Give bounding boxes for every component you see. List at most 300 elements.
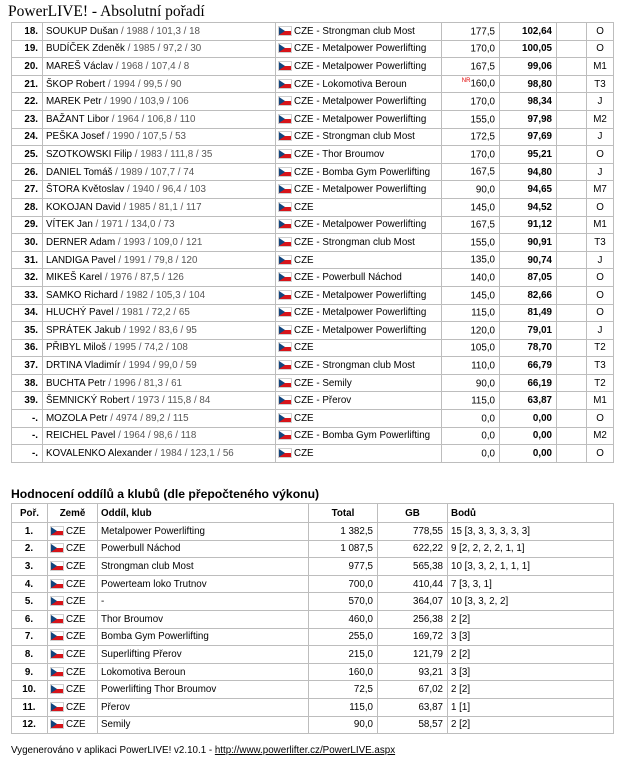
country-code: CZE [294,96,314,108]
total-value: 167,5 [470,219,495,231]
header-rank: Poř. [12,504,48,523]
lifter-name: ŠTORA Květoslav [46,184,125,196]
club-name: Lokomotiva Beroun [322,78,407,90]
club-gb-cell: 58,57 [378,716,448,734]
lifter-info: 1988 / 101,3 / 18 [126,25,200,37]
lifter-name: MIKEŠ Karel [46,272,103,284]
lifter-info: 1994 / 99,5 / 90 [113,78,182,90]
lifter-cell: SZOTKOWSKI Filip / 1983 / 111,8 / 35 [43,146,276,164]
club-gb-cell: 364,07 [378,593,448,611]
club-name: Strongman club Most [322,131,415,143]
club-rank-cell: 6. [12,610,48,628]
table-row [12,339,614,357]
gb-cell: 81,49 [500,304,557,322]
team-cell [276,445,442,463]
total-value: 170,0 [470,43,495,55]
category-cell: O [587,304,614,322]
rank-cell: 34. [12,304,43,322]
club-name: Strongman club Most [322,25,415,37]
lifter-cell: KOVALENKO Alexander / 1984 / 123,1 / 56 [43,445,276,463]
category-cell: M1 [587,216,614,234]
club-separator: - [313,184,323,196]
czech-flag-icon [279,308,291,316]
club-name: Thor Broumov [322,148,385,160]
country-code: CZE [66,648,86,660]
club-total-cell: 700,0 [309,575,378,593]
club-gb-cell: 67,02 [378,681,448,699]
lifter-cell: DRTINA Vladimír / 1994 / 99,0 / 59 [43,357,276,375]
czech-flag-icon [279,132,291,140]
table-row [12,75,614,93]
lifter-name: REICHEL Pavel [46,430,116,442]
club-name: Powerbull Náchod [322,272,402,284]
rank-cell: 35. [12,322,43,340]
table-row [12,163,614,181]
club-rank-cell: 2. [12,540,48,558]
club-name-cell: Powerbull Náchod [98,540,309,558]
total-value: 177,5 [470,25,495,37]
team-cell [276,427,442,445]
gb-cell: 94,52 [500,198,557,216]
country-code: CZE [294,148,314,160]
czech-flag-icon [51,720,63,728]
lifter-cell: ŠTORA Květoslav / 1940 / 96,4 / 103 [43,181,276,199]
czech-flag-icon [51,597,63,605]
lifter-name: LANDIGA Pavel [46,254,116,266]
club-points-cell: 1 [1] [448,698,614,716]
lifter-info: 1964 / 106,8 / 110 [117,113,196,125]
total-cell [442,234,500,252]
country-code: CZE [294,324,314,336]
club-total-cell: 115,0 [309,698,378,716]
category-cell: M2 [587,427,614,445]
header-club: Oddíl, klub [98,504,309,523]
team-cell [276,198,442,216]
category-cell: T3 [587,234,614,252]
empty-cell [557,146,587,164]
table-row [12,610,614,628]
club-points-cell: 3 [3] [448,628,614,646]
total-cell [442,198,500,216]
czech-flag-icon [51,544,63,552]
total-value: 145,0 [470,201,495,213]
footer-link[interactable]: http://www.powerlifter.cz/PowerLIVE.aspx [214,745,396,756]
czech-flag-icon [279,361,291,369]
country-code: CZE [294,412,314,424]
czech-flag-icon [279,238,291,246]
table-row [12,374,614,392]
country-code: CZE [66,596,86,608]
club-country-cell [48,698,98,716]
czech-flag-icon [279,80,291,88]
czech-flag-icon [279,396,291,404]
lifter-info: 1940 / 96,4 / 103 [132,184,206,196]
team-cell [276,181,442,199]
gb-cell: 90,74 [500,251,557,269]
czech-flag-icon [51,527,63,535]
rank-cell: 22. [12,93,43,111]
results-table-body [12,23,614,463]
lifter-name: HLUCHÝ Pavel [46,307,114,319]
czech-flag-icon [279,431,291,439]
table-row [12,575,614,593]
lifter-info: 1985 / 97,2 / 30 [133,43,202,55]
record-mark: NR [461,78,471,85]
country-code: CZE [66,684,86,696]
club-name-cell: Strongman club Most [98,558,309,576]
country-code: CZE [294,395,314,407]
total-cell [442,40,500,58]
club-country-cell [48,558,98,576]
country-code: CZE [294,236,314,248]
club-points-cell: 2 [2] [448,610,614,628]
club-separator: - [313,60,323,72]
lifter-name: DRTINA Vladimír [46,360,121,372]
lifter-cell: VÍTEK Jan / 1971 / 134,0 / 73 [43,216,276,234]
total-cell [442,58,500,76]
results-table [11,22,614,463]
club-rank-cell: 8. [12,646,48,664]
club-gb-cell: 121,79 [378,646,448,664]
czech-flag-icon [279,168,291,176]
clubs-header-row [12,504,614,523]
team-cell [276,357,442,375]
team-cell [276,163,442,181]
club-points-cell: 2 [2] [448,716,614,734]
empty-cell [557,286,587,304]
club-rank-cell: 7. [12,628,48,646]
table-row [12,110,614,128]
club-country-cell [48,575,98,593]
lifter-name: KOKOJAN David [46,201,121,213]
club-name-cell: Metalpower Powerlifting [98,523,309,541]
table-row [12,663,614,681]
total-cell [442,410,500,428]
table-row [12,540,614,558]
gb-cell: 100,05 [500,40,557,58]
empty-cell [557,445,587,463]
table-row [12,269,614,287]
club-separator: - [313,289,323,301]
category-cell: O [587,23,614,41]
lifter-cell: LANDIGA Pavel / 1991 / 79,8 / 120 [43,251,276,269]
country-code: CZE [66,578,86,590]
table-row [12,357,614,375]
empty-cell [557,374,587,392]
country-code: CZE [294,430,314,442]
club-name-cell: Bomba Gym Powerlifting [98,628,309,646]
empty-cell [557,322,587,340]
club-name: Metalpower Powerlifting [322,113,427,125]
total-cell [442,269,500,287]
gb-cell: 94,65 [500,181,557,199]
total-value: 160,0 [470,78,495,90]
category-cell: J [587,251,614,269]
team-cell [276,322,442,340]
total-value: 140,0 [470,272,495,284]
country-code: CZE [66,613,86,625]
country-code: CZE [66,525,86,537]
club-separator: - [313,43,323,55]
empty-cell [557,251,587,269]
empty-cell [557,339,587,357]
lifter-cell: DERNER Adam / 1993 / 109,0 / 121 [43,234,276,252]
category-cell: O [587,198,614,216]
club-name: Semily [322,377,352,389]
club-name: Metalpower Powerlifting [322,219,427,231]
lifter-cell: HLUCHÝ Pavel / 1981 / 72,2 / 65 [43,304,276,322]
country-code: CZE [294,43,314,55]
lifter-info: 1993 / 109,0 / 121 [123,236,203,248]
lifter-name: SZOTKOWSKI Filip [46,148,133,160]
gb-cell: 90,91 [500,234,557,252]
lifter-cell: PEŠKA Josef / 1990 / 107,5 / 53 [43,128,276,146]
clubs-section-title: Hodnocení oddílů a klubů (dle přepočteného výkonu) [11,487,320,501]
lifter-info: 1995 / 74,2 / 108 [114,342,188,354]
club-name-cell: Powerteam loko Trutnov [98,575,309,593]
lifter-name: MAREK Petr [46,96,102,108]
empty-cell [557,128,587,146]
rank-cell: 33. [12,286,43,304]
category-cell: J [587,163,614,181]
table-row [12,646,614,664]
czech-flag-icon [279,291,291,299]
team-cell [276,128,442,146]
gb-cell: 95,21 [500,146,557,164]
czech-flag-icon [279,62,291,70]
country-code: CZE [294,272,314,284]
total-value: 110,0 [471,360,495,372]
total-cell [442,392,500,410]
table-row [12,523,614,541]
club-points-cell: 9 [2, 2, 2, 2, 1, 1] [448,540,614,558]
club-name: Metalpower Powerlifting [322,307,427,319]
rank-cell: 20. [12,58,43,76]
total-cell [442,23,500,41]
club-name-cell: Thor Broumov [98,610,309,628]
club-name: Metalpower Powerlifting [322,43,427,55]
czech-flag-icon [279,414,291,422]
clubs-table-body [12,523,614,734]
czech-flag-icon [279,256,291,264]
country-code: CZE [294,448,314,460]
gb-cell: 94,80 [500,163,557,181]
clubs-table [11,503,614,734]
czech-flag-icon [279,115,291,123]
category-cell: O [587,40,614,58]
club-rank-cell: 11. [12,698,48,716]
club-gb-cell: 410,44 [378,575,448,593]
rank-cell: 29. [12,216,43,234]
club-separator: - [313,113,323,125]
lifter-cell: SPRÁTEK Jakub / 1992 / 83,6 / 95 [43,322,276,340]
team-cell [276,251,442,269]
lifter-cell: MAREŠ Václav / 1968 / 107,4 / 8 [43,58,276,76]
category-cell: T2 [587,339,614,357]
total-value: 145,0 [470,289,495,301]
club-gb-cell: 169,72 [378,628,448,646]
rank-cell: -. [12,410,43,428]
table-row [12,716,614,734]
gb-cell: 91,12 [500,216,557,234]
lifter-name: ŠEMNICKÝ Robert [46,395,130,407]
page-title: PowerLIVE! - Absolutní pořadí [8,3,205,20]
country-code: CZE [66,701,86,713]
czech-flag-icon [279,449,291,457]
club-rank-cell: 4. [12,575,48,593]
empty-cell [557,110,587,128]
czech-flag-icon [51,562,63,570]
empty-cell [557,357,587,375]
club-name-cell: - [98,593,309,611]
club-rank-cell: 9. [12,663,48,681]
czech-flag-icon [51,615,63,623]
club-total-cell: 1 087,5 [309,540,378,558]
lifter-name: SOUKUP Dušan [46,25,119,37]
empty-cell [557,216,587,234]
club-name: Strongman club Most [322,360,415,372]
category-cell: M2 [587,110,614,128]
table-row [12,628,614,646]
header-country: Země [48,504,98,523]
gb-cell: 102,64 [500,23,557,41]
empty-cell [557,410,587,428]
total-cell [442,445,500,463]
country-code: CZE [294,166,314,178]
team-cell [276,269,442,287]
lifter-info: 1985 / 81,1 / 117 [128,201,202,213]
country-code: CZE [66,543,86,555]
category-cell: O [587,269,614,287]
czech-flag-icon [279,343,291,351]
total-value: 90,0 [475,184,495,196]
empty-cell [557,181,587,199]
team-cell [276,374,442,392]
czech-flag-icon [279,97,291,105]
lifter-cell: DANIEL Tomáš / 1989 / 107,7 / 74 [43,163,276,181]
table-row [12,251,614,269]
club-name-cell: Superlifting Přerov [98,646,309,664]
lifter-info: 1981 / 72,2 / 65 [121,307,190,319]
club-gb-cell: 256,38 [378,610,448,628]
lifter-name: PEŠKA Josef [46,131,105,143]
club-gb-cell: 93,21 [378,663,448,681]
category-cell: T3 [587,75,614,93]
lifter-name: BAŽANT Libor [46,113,109,125]
club-separator: - [313,430,323,442]
lifter-cell: SOUKUP Dušan / 1988 / 101,3 / 18 [43,23,276,41]
rank-cell: 18. [12,23,43,41]
club-name: Metalpower Powerlifting [322,324,427,336]
club-total-cell: 72,5 [309,681,378,699]
lifter-info: 1971 / 134,0 / 73 [101,219,175,231]
czech-flag-icon [51,580,63,588]
club-separator: - [313,78,323,90]
lifter-name: DERNER Adam [46,236,116,248]
category-cell: M1 [587,58,614,76]
empty-cell [557,40,587,58]
footer [11,745,395,756]
club-name-cell: Powerlifting Thor Broumov [98,681,309,699]
empty-cell [557,198,587,216]
lifter-info: 4974 / 89,2 / 115 [115,412,189,424]
club-separator: - [313,307,323,319]
team-cell [276,392,442,410]
total-cell [442,163,500,181]
table-row [12,128,614,146]
club-gb-cell: 622,22 [378,540,448,558]
lifter-name: PŘIBYL Miloš [46,342,107,354]
total-value: 115,0 [471,307,495,319]
club-separator: - [313,360,323,372]
table-row [12,58,614,76]
empty-cell [557,269,587,287]
lifter-cell: BAŽANT Libor / 1964 / 106,8 / 110 [43,110,276,128]
country-code: CZE [294,131,314,143]
empty-cell [557,234,587,252]
total-value: 0,0 [481,412,495,424]
lifter-info: 1984 / 123,1 / 56 [160,448,234,460]
club-separator: - [313,219,323,231]
rank-cell: 24. [12,128,43,146]
total-value: 155,0 [470,237,495,249]
country-code: CZE [294,289,314,301]
club-separator: - [313,395,323,407]
club-rank-cell: 3. [12,558,48,576]
total-value: 170,0 [470,96,495,108]
country-code: CZE [294,377,314,389]
gb-cell: 97,69 [500,128,557,146]
rank-cell: -. [12,427,43,445]
gb-cell: 78,70 [500,339,557,357]
total-value: 135,0 [470,254,495,266]
table-row [12,681,614,699]
table-row [12,216,614,234]
total-value: 170,0 [470,149,495,161]
table-row [12,286,614,304]
total-cell [442,216,500,234]
gb-cell: 0,00 [500,427,557,445]
rank-cell: 37. [12,357,43,375]
czech-flag-icon [279,326,291,334]
lifter-info: 1982 / 105,3 / 104 [126,289,206,301]
lifter-name: VÍTEK Jan [46,219,93,231]
club-points-cell: 10 [3, 3, 2, 1, 1, 1] [448,558,614,576]
lifter-info: 1990 / 107,5 / 53 [112,131,186,143]
club-name-cell: Lokomotiva Beroun [98,663,309,681]
total-cell [442,339,500,357]
club-points-cell: 10 [3, 3, 2, 2] [448,593,614,611]
club-total-cell: 460,0 [309,610,378,628]
club-country-cell [48,646,98,664]
country-code: CZE [294,184,314,196]
czech-flag-icon [51,650,63,658]
table-row [12,410,614,428]
lifter-name: SAMKO Richard [46,289,118,301]
country-code: CZE [294,360,314,372]
total-cell [442,322,500,340]
rank-cell: 28. [12,198,43,216]
lifter-cell: MAREK Petr / 1990 / 103,9 / 106 [43,93,276,111]
team-cell [276,304,442,322]
empty-cell [557,427,587,445]
club-country-cell [48,610,98,628]
club-rank-cell: 1. [12,523,48,541]
lifter-name: DANIEL Tomáš [46,166,113,178]
rank-cell: 26. [12,163,43,181]
table-row [12,146,614,164]
total-value: 105,0 [470,342,495,354]
